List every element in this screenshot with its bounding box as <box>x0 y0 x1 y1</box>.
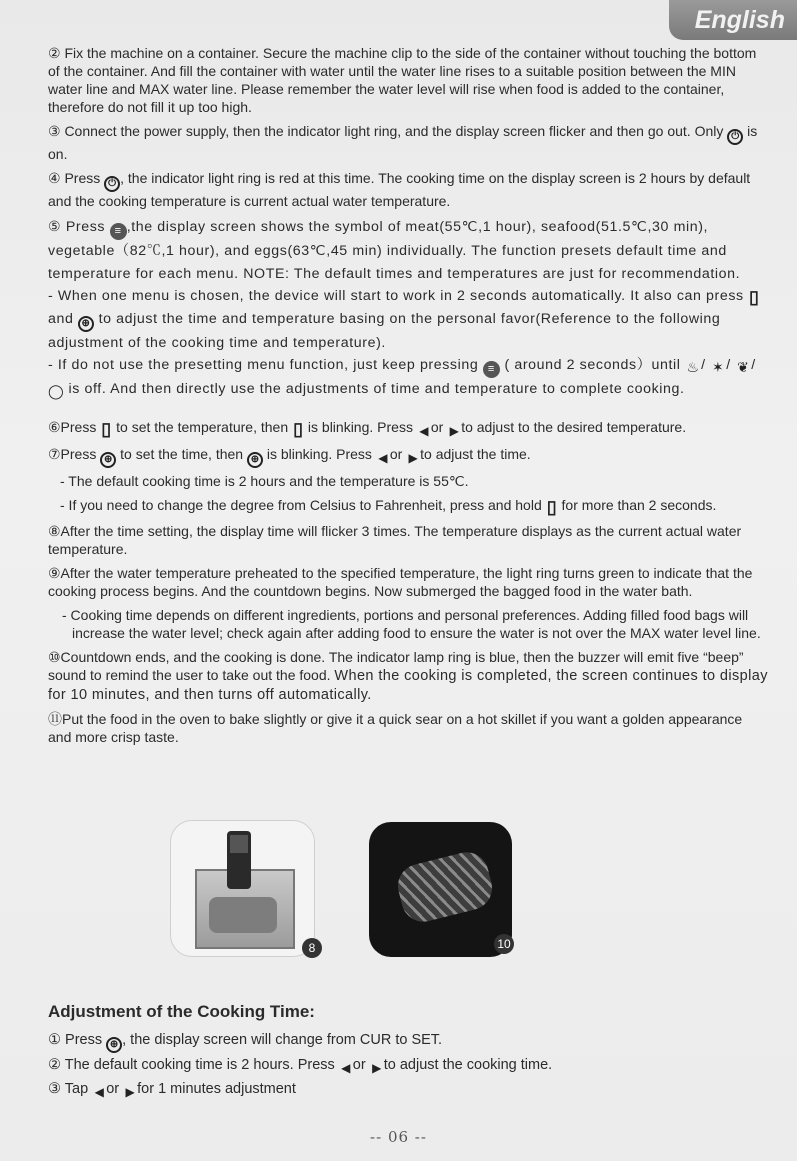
step-7-text-e: to adjust the time. <box>420 445 531 462</box>
adjust-step-2-end: to adjust the cooking time. <box>383 1057 553 1073</box>
step-5-manual: - If do not use the presetting menu function, just keep pressing ≡ ( around 2 seconds）until ♨/ ✶ / ❦ / ◯ is off. And then directly use the adjustments of time and temperature to complete cooking. <box>48 357 756 399</box>
right-arrow-icon: ▶ <box>408 450 418 465</box>
right-arrow-icon: ▶ <box>372 1061 382 1075</box>
step-9-note: - Cooking time depends on different ingredients, portions and personal preferences. Adding filled food bags will increase the water level; check again after adding food to ensure the water is not over the MAX water level line. <box>62 606 761 641</box>
left-arrow-icon: ◀ <box>419 423 429 438</box>
adjust-step-3-end: for 1 minutes adjustment <box>137 1081 296 1097</box>
photo-strip <box>0 820 797 960</box>
step-9: ⑨After the water temperature preheated to the specified temperature, the light ring turns green to indicate that the cooking process begins. And the countdown begins. Now submerged the bagged food in the water bath. <box>48 564 753 599</box>
step-7-text-b: to set the time, then <box>120 445 244 462</box>
step-5-auto <box>48 285 768 354</box>
step-5-text: ⑤ Press <box>48 219 106 235</box>
step-5-manual-until: ( around 2 seconds）until <box>504 357 681 373</box>
step-5-auto-end: to adjust the time and temperature basing on the personal favor(Reference to the following adjustment of the cooking time and temperature). <box>48 310 721 351</box>
step-5-block <box>48 216 768 401</box>
step-10-text-end: When the cooking is completed, the screen continues to display for 10 minutes, and then turns off automatically. <box>48 667 768 703</box>
instructions <box>48 44 768 752</box>
vegetable-icon: ❦ <box>737 359 750 375</box>
seared-meat-photo <box>369 822 512 957</box>
step-4-text-end: , the indicator light ring is red at this time. The cooking time on the display screen is 2 hours by default and the cooking temperature is current actual water temperature. <box>48 170 751 209</box>
clock-icon: ⊕ <box>78 316 94 332</box>
steak-icon: ♨ <box>686 359 700 375</box>
thermometer-icon: ▯ <box>546 496 557 517</box>
fish-icon: ✶ <box>712 359 725 375</box>
step-7-text: ⑦Press <box>48 445 97 462</box>
left-arrow-icon: ◀ <box>378 450 388 465</box>
left-arrow-icon: ◀ <box>341 1061 351 1075</box>
step-7-fahrenheit-end: for more than 2 seconds. <box>561 496 717 513</box>
step-5-auto-text: - When one menu is chosen, the device will start to work in 2 seconds automatically. It also can press <box>48 288 744 304</box>
step-5 <box>48 216 768 285</box>
step-4-text: ④ Press <box>48 170 101 186</box>
page-number: -- 06 -- <box>370 1128 427 1146</box>
right-arrow-icon: ▶ <box>125 1085 135 1099</box>
step-10-text: ⑩Countdown ends, and the cooking is done. The indicator lamp ring is blue, then the buzzer will emit five “beep” sound to remind the user to take out the food. <box>48 648 744 683</box>
step-7-or: or <box>389 445 403 462</box>
egg-icon: ◯ <box>48 383 65 399</box>
sous-vide-photo <box>170 820 315 957</box>
adjust-step-3 <box>48 1077 768 1101</box>
clock-icon: ⊕ <box>106 1037 122 1053</box>
step-6-text-c: is blinking. Press <box>307 418 413 435</box>
thermometer-icon: ▯ <box>749 287 760 307</box>
right-arrow-icon: ▶ <box>449 423 459 438</box>
left-arrow-icon: ◀ <box>94 1085 104 1099</box>
step-5-manual-text: - If do not use the presetting menu function, just keep pressing <box>48 357 479 373</box>
adjust-step-1-text: ① Press <box>48 1032 103 1048</box>
step-7-fahrenheit <box>48 494 768 516</box>
step-6-text: ⑥Press <box>48 418 97 435</box>
step-5-manual-end: is off. And then directly use the adjustments of time and temperature to complete cooking. <box>68 381 685 397</box>
step-2: ② Fix the machine on a container. Secure the machine clip to the side of the container without touching the bottom of the container. And fill the container with water until the water line rises to a suitable position between the MIN water line and MAX water line. Please remember the water level will rise when food is added to the container, therefore do not fill it up too high. <box>48 45 757 115</box>
step-7-text-c: is blinking. Press <box>266 445 372 462</box>
figure-badge-8: 8 <box>302 938 322 958</box>
step-3-text-end: is on. <box>48 123 758 162</box>
thermometer-icon: ▯ <box>101 418 112 439</box>
step-3 <box>48 122 768 163</box>
clock-icon: ⊕ <box>100 452 116 468</box>
step-6-or: or <box>430 418 444 435</box>
adjust-step-1 <box>48 1028 768 1053</box>
step-5-text-end: ,the display screen shows the symbol of meat(55℃,1 hour), seafood(51.5℃,30 min), vegetable（82℃,1 hour), and eggs(63℃,45 min) individually. The function presets default time and temperature for each menu. NOTE: The default times and temperatures are just for recommendation. <box>48 219 741 282</box>
power-icon: ⏻ <box>104 176 120 192</box>
step-10 <box>48 648 768 704</box>
step-7-default: - The default cooking time is 2 hours and the temperature is 55℃. <box>60 472 469 489</box>
step-7 <box>48 445 768 468</box>
step-11: ⑪Put the food in the oven to bake slightly or give it a quick sear on a hot skillet if you want a golden appearance and more crisp taste. <box>48 710 743 745</box>
meat-image <box>393 848 496 927</box>
step-6 <box>48 415 768 439</box>
menu-icon: ≡ <box>483 361 500 378</box>
adjustment-section <box>48 1000 768 1101</box>
adjust-step-3-text: ③ Tap <box>48 1081 89 1097</box>
bagged-food <box>209 897 277 933</box>
step-8: ⑧After the time setting, the display time will flicker 3 times. The temperature displays as the current actual water temperature. <box>48 522 742 557</box>
language-tab: English <box>669 0 797 40</box>
step-7-fahrenheit-text: - If you need to change the degree from Celsius to Fahrenheit, press and hold <box>60 496 542 513</box>
cooker-screen <box>230 835 248 853</box>
adjust-step-2-text: ② The default cooking time is 2 hours. Press <box>48 1057 335 1073</box>
figure-badge-10: 10 <box>494 934 514 954</box>
section-title: Adjustment of the Cooking Time: <box>48 1002 315 1021</box>
menu-icon: ≡ <box>110 223 127 240</box>
thermometer-icon: ▯ <box>293 418 303 439</box>
adjust-step-2 <box>48 1053 768 1077</box>
adjust-step-1-end: , the display screen will change from CUR to SET. <box>122 1032 443 1048</box>
power-icon: ⏻ <box>727 129 743 145</box>
step-4 <box>48 169 768 210</box>
adjust-step-2-or: or <box>352 1057 366 1073</box>
adjust-step-3-or: or <box>106 1081 120 1097</box>
clock-icon: ⊕ <box>247 452 263 468</box>
step-3-text: ③ Connect the power supply, then the indicator light ring, and the display screen flicker and then go out. Only <box>48 123 724 139</box>
step-5-and: and <box>48 310 74 327</box>
step-6-text-b: to set the temperature, then <box>116 418 289 435</box>
step-6-text-e: to adjust to the desired temperature. <box>461 418 687 435</box>
